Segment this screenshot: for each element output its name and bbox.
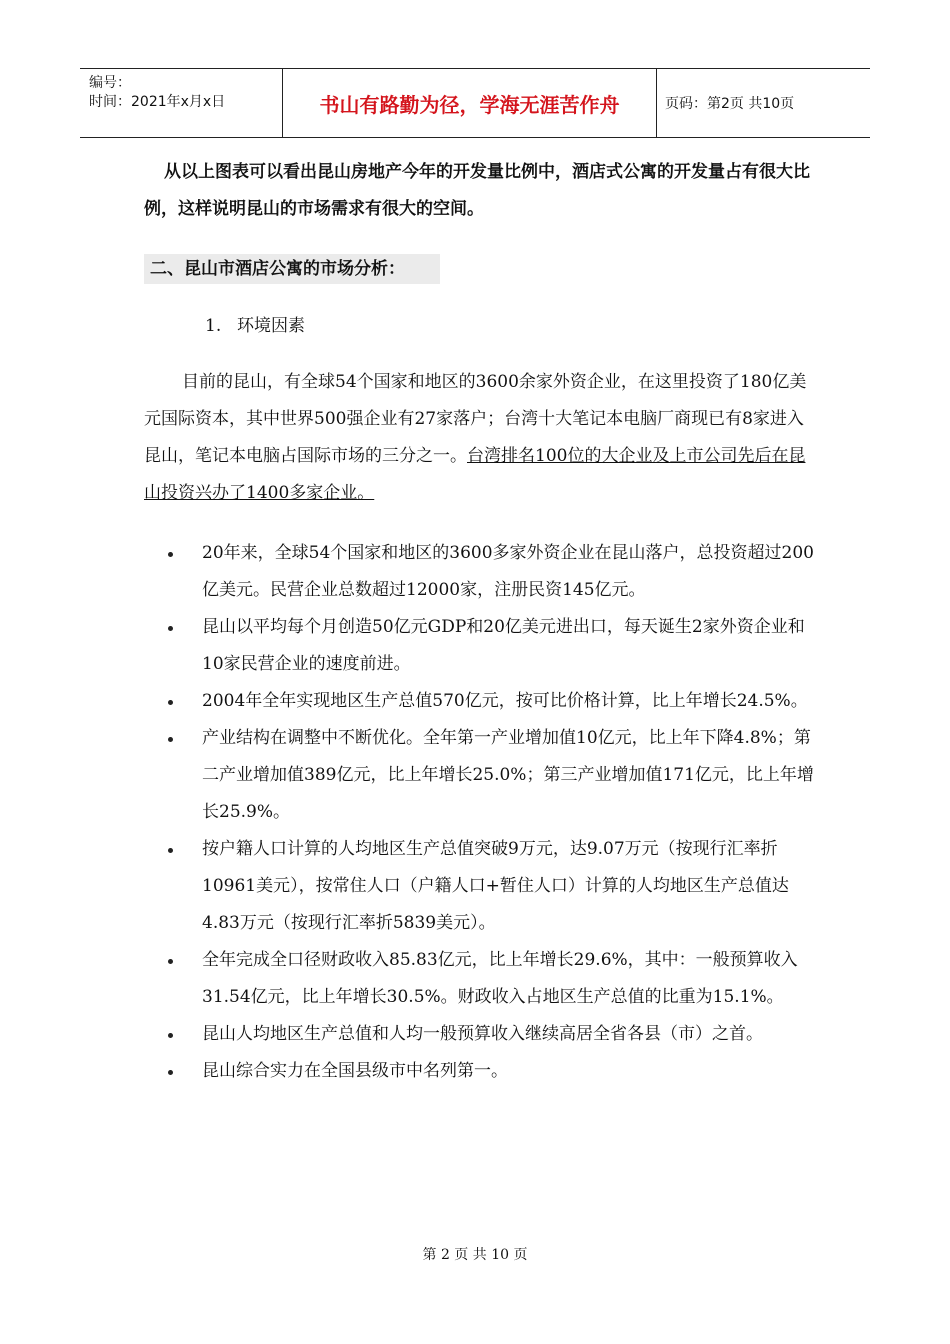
- bullet-icon: [168, 959, 173, 964]
- list-item-text: 昆山人均地区生产总值和人均一般预算收入继续高居全省各县（市）之首。: [202, 1024, 763, 1044]
- subsection-title: 环境因素: [237, 316, 305, 336]
- time-label: 时间：2021年x月x日: [89, 94, 226, 110]
- intro-paragraph: [144, 154, 814, 228]
- list-item-text: 昆山以平均每个月创造50亿元GDP和20亿美元进出口，每天诞生2家外资企业和10家民营企业的速度前进。: [202, 617, 805, 674]
- list-item: [165, 535, 815, 609]
- page-info: 页码：第2页 共10页: [665, 96, 795, 112]
- bullet-icon: [168, 737, 173, 742]
- bullet-icon: [168, 626, 173, 631]
- list-item: [165, 609, 815, 683]
- code-label: 编号：: [89, 75, 131, 91]
- bullet-icon: [168, 1033, 173, 1038]
- intro-text: 从以上图表可以看出昆山房地产今年的开发量比例中，酒店式公寓的开发量占有很大比例，这样说明昆山的市场需求有很大的空间。: [144, 162, 810, 219]
- list-item: [165, 720, 815, 831]
- list-item: [165, 831, 815, 942]
- list-item-text: 昆山综合实力在全国县级市中名列第一。: [202, 1061, 508, 1081]
- motto-text: 书山有路勤为径，学海无涯苦作舟: [283, 69, 657, 137]
- bullet-icon: [168, 848, 173, 853]
- section-heading: 二、昆山市酒店公寓的市场分析：: [144, 254, 440, 284]
- bullet-icon: [168, 1070, 173, 1075]
- paragraph-text: 目前的昆山，有全球54个国家和地区的3600余家外资企业，在这里投资了180亿美元国际资本，其中世界500强企业有27家落户；台湾十大笔记本电脑厂商现已有8家进入昆山，笔记本电脑占国际市场的三分之一。: [144, 372, 807, 466]
- list-item: [165, 1016, 815, 1053]
- subsection-heading: [205, 312, 305, 340]
- bullet-icon: [168, 552, 173, 557]
- list-item-text: 全年完成全口径财政收入85.83亿元，比上年增长29.6%，其中：一般预算收入31.54亿元，比上年增长30.5%。财政收入占地区生产总值的比重为15.1%。: [202, 950, 798, 1007]
- list-item-text: 2004年全年实现地区生产总值570亿元，按可比价格计算，比上年增长24.5%。: [202, 691, 808, 711]
- subsection-number: 1.: [205, 316, 222, 336]
- page-footer: 第 2 页 共 10 页: [422, 1247, 528, 1263]
- header-table: [80, 68, 870, 138]
- body-paragraph: [144, 364, 814, 512]
- list-item: [165, 1053, 815, 1090]
- list-item: [165, 683, 815, 720]
- paragraph-underlined-text: 台湾排名100位的大企业及上市公司先后在昆山投资兴办了1400多家企业。: [144, 446, 806, 503]
- bullet-icon: [168, 700, 173, 705]
- header-meta-cell: [80, 69, 283, 137]
- list-item-text: 20年来，全球54个国家和地区的3600多家外资企业在昆山落户，总投资超过200亿美元。民营企业总数超过12000家，注册民资145亿元。: [202, 543, 814, 600]
- bullet-list: [165, 535, 815, 1090]
- list-item-text: 产业结构在调整中不断优化。全年第一产业增加值10亿元，比上年下降4.8%；第二产业增加值389亿元，比上年增长25.0%；第三产业增加值171亿元，比上年增长25.9%。: [202, 728, 814, 822]
- list-item-text: 按户籍人口计算的人均地区生产总值突破9万元，达9.07万元（按现行汇率折10961美元），按常住人口（户籍人口+暂住人口）计算的人均地区生产总值达4.83万元（按现行汇率折5839美元）。: [202, 839, 789, 933]
- list-item: [165, 942, 815, 1016]
